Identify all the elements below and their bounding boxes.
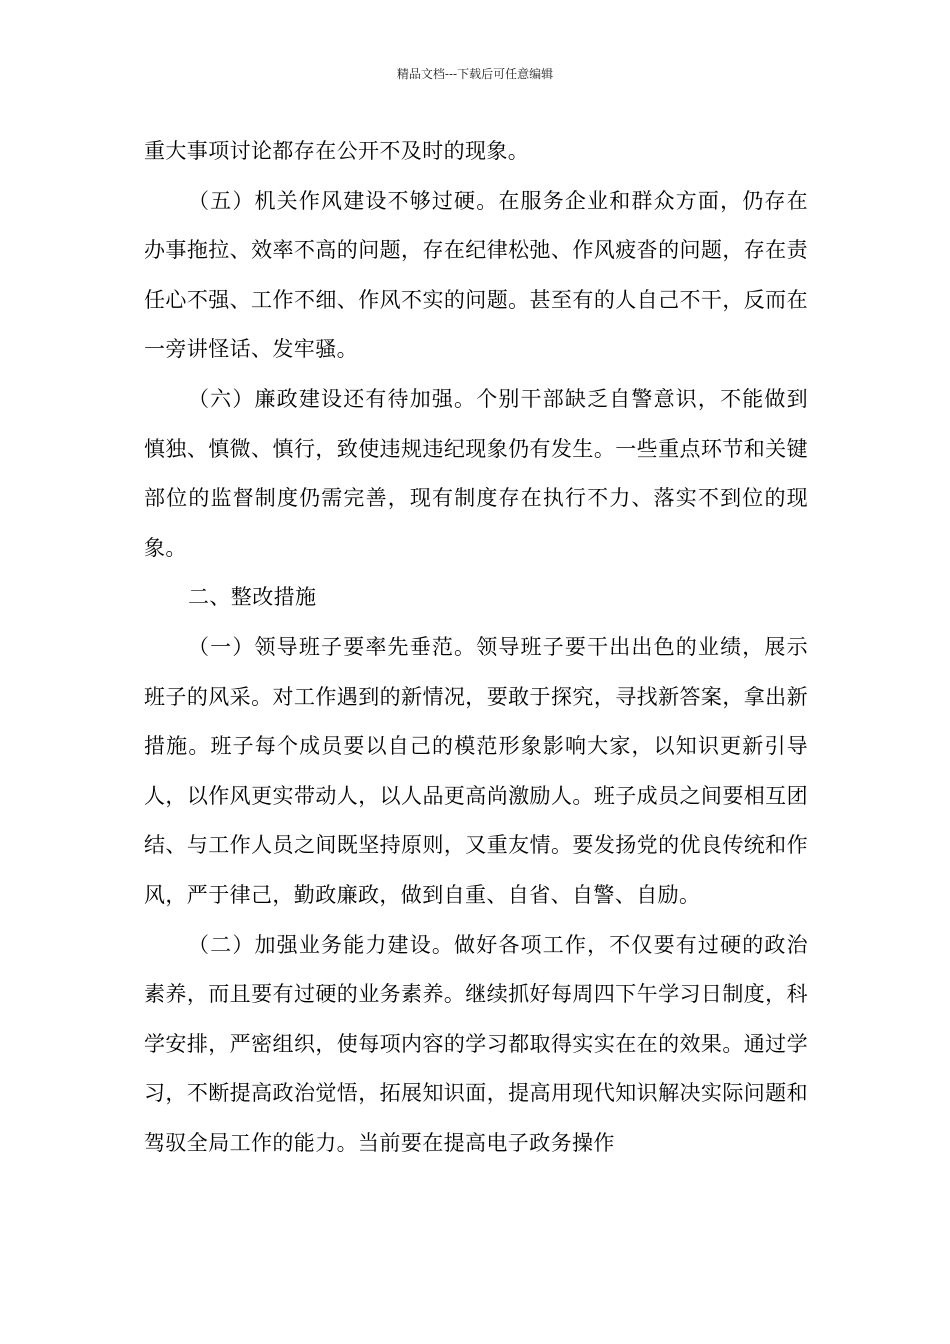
paragraph-continuation: 重大事项讨论都存在公开不及时的现象。 (144, 139, 530, 163)
paragraph-measure-2: （二）加强业务能力建设。做好各项工作，不仅要有过硬的政治素养，而且要有过硬的业务素养。继续抓好每周四下午学习日制度，科学安排，严密组织，使每项内容的学习都取得实实在在的效果。通过学习，不断提高政治觉悟，拓展知识面，提高用现代知识解决实际问题和驾驭全局工作的能力。当前要在提高电子政务操作 (144, 932, 808, 1155)
section-heading-rectification: 二、整改措施 (188, 585, 317, 610)
page-header: 精品文档---下载后可任意编辑 (396, 67, 554, 81)
paragraph-measure-1: （一）领导班子要率先垂范。领导班子要干出出色的业绩，展示班子的风采。对工作遇到的新情况，要敢于探究，寻找新答案，拿出新措施。班子每个成员要以自己的模范形象影响大家，以知识更新引导人，以作风更实带动人，以人品更高尚激励人。班子成员之间要相互团结、与工作人员之间既坚持原则，又重友情。要发扬党的优良传统和作风，严于律己，勤政廉政，做到自重、自省、自警、自励。 (144, 634, 808, 907)
paragraph-item-6: （六）廉政建设还有待加强。个别干部缺乏自警意识，不能做到慎独、慎微、慎行，致使违规违纪现象仍有发生。一些重点环节和关键部位的监督制度仍需完善，现有制度存在执行不力、落实不到位的现象。 (144, 386, 808, 560)
paragraph-item-5: （五）机关作风建设不够过硬。在服务企业和群众方面，仍存在办事拖拉、效率不高的问题，存在纪律松弛、作风疲沓的问题，存在责任心不强、工作不细、作风不实的问题。甚至有的人自己不干，反而在一旁讲怪话、发牢骚。 (144, 188, 808, 362)
document-body (144, 127, 808, 1168)
